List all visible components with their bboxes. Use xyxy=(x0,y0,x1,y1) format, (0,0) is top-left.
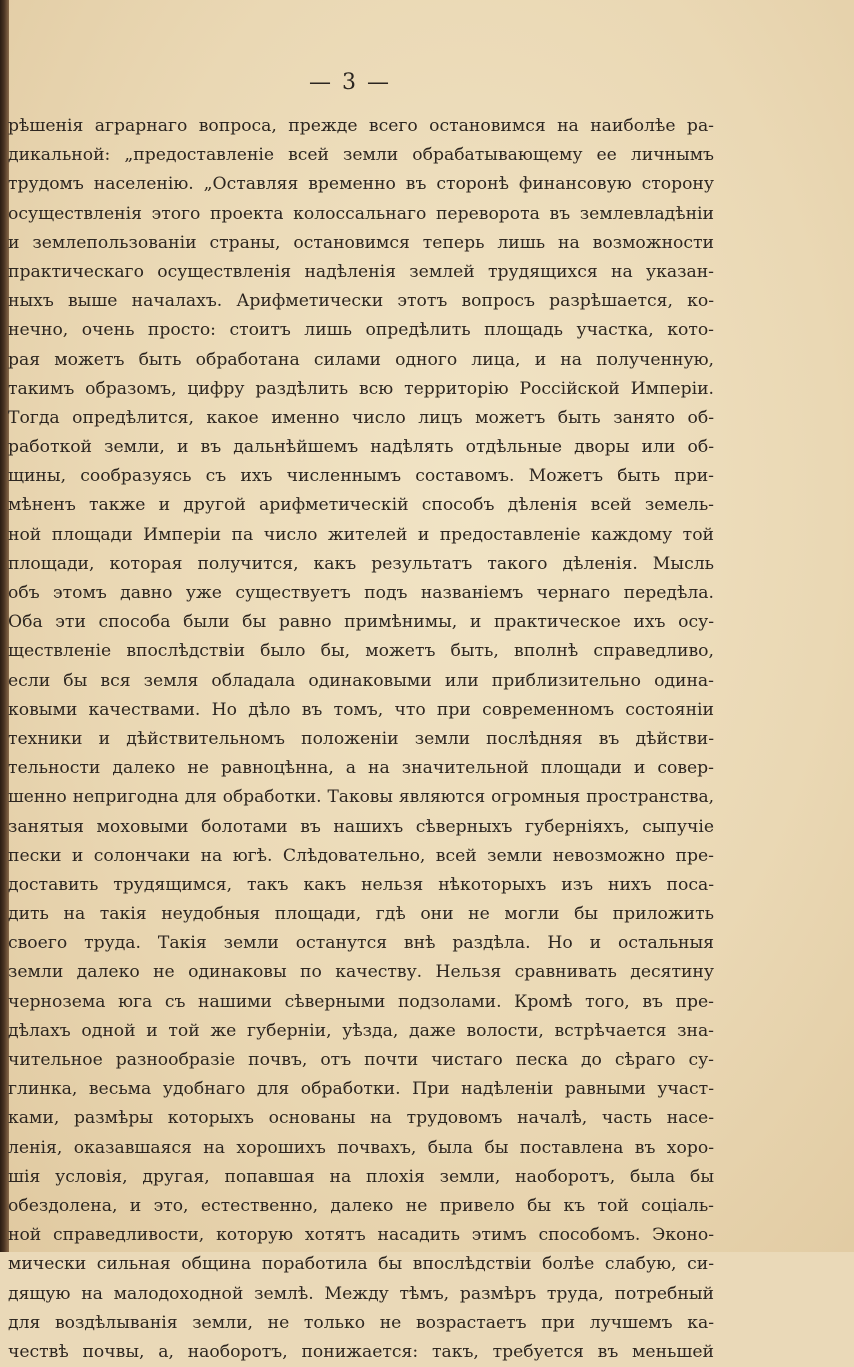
text-line: и землепользованіи страны, остановимся теперь лишь на возможности xyxy=(8,232,714,253)
text-line: техники и дѣйствительномъ положеніи земли послѣдняя въ дѣйстви- xyxy=(8,728,714,749)
text-line: ныхъ выше началахъ. Арифметически этотъ вопросъ разрѣшается, ко- xyxy=(8,291,714,312)
text-line: ками, размѣры которыхъ основаны на трудовомъ началѣ, часть насе- xyxy=(8,1108,714,1129)
text-line: ной площади Имперіи па число жителей и предоставленіе каждому той xyxy=(8,524,714,545)
text-line: трудомъ населенію. „Оставляя временно въ сторонѣ финансовую сторону xyxy=(8,174,714,195)
text-line: чительное разнообразіе почвъ, отъ почти чистаго песка до сѣраго су- xyxy=(8,1050,714,1070)
text-line: ленія, оказавшаяся на хорошихъ почвахъ, была бы поставлена въ хоро- xyxy=(8,1137,714,1158)
text-line: мѣненъ также и другой арифметическій способъ дѣленія всей земель- xyxy=(8,495,714,516)
text-line: дить на такія неудобныя площади, гдѣ они не могли бы приложить xyxy=(8,904,714,925)
text-line: шія условія, другая, попавшая на плохія земли, наоборотъ, была бы xyxy=(8,1166,714,1187)
text-line: дѣлахъ одной и той же губерніи, уѣзда, даже волости, встрѣчается зна- xyxy=(8,1020,714,1041)
text-line: ной справедливости, которую хотятъ насадить этимъ способомъ. Эконо- xyxy=(8,1225,714,1246)
text-line: практическаго осуществленія надѣленія землей трудящихся на указан- xyxy=(8,261,714,282)
text-line: занятыя моховыми болотами въ нашихъ сѣверныхъ губерніяхъ, сыпучіе xyxy=(8,816,714,837)
text-line: тельности далеко не равноцѣнна, а на значительной площади и совер- xyxy=(8,758,714,779)
text-line: мически сильная община поработила бы впослѣдствіи болѣе слабую, си- xyxy=(8,1254,714,1275)
text-line: Тогда опредѣлится, какое именно число лицъ можетъ быть занято об- xyxy=(8,407,714,428)
text-line: работкой земли, и въ дальнѣйшемъ надѣлять отдѣльные дворы или об- xyxy=(8,437,714,458)
body-text xyxy=(8,112,714,1367)
text-line: Оба эти способа были бы равно примѣнимы, и практическое ихъ осу- xyxy=(8,612,714,633)
text-line: щины, сообразуясь съ ихъ численнымъ составомъ. Можетъ быть при- xyxy=(8,466,714,487)
text-line: ковыми качествами. Но дѣло въ томъ, что при современномъ состояніи xyxy=(8,699,714,720)
text-line: ществленіе впослѣдствіи было бы, можетъ быть, вполнѣ справедливо, xyxy=(8,641,714,662)
text-line: рая можетъ быть обработана силами одного лица, и на полученную, xyxy=(8,349,714,370)
text-line: пески и солончаки на югѣ. Слѣдовательно, всей земли невозможно пре- xyxy=(8,845,714,866)
text-line: такимъ образомъ, цифру раздѣлить всю территорію Россійской Имперіи. xyxy=(8,378,714,399)
text-line: обездолена, и это, естественно, далеко не привело бы къ той соціаль- xyxy=(8,1195,714,1216)
text-line: земли далеко не одинаковы по качеству. Нельзя сравнивать десятину xyxy=(8,962,714,983)
text-line: своего труда. Такія земли останутся внѣ раздѣла. Но и остальныя xyxy=(8,933,714,954)
text-line: чествѣ почвы, а, наоборотъ, понижается: такъ, требуется въ меньшей xyxy=(8,1341,714,1362)
page-number: — 3 — xyxy=(309,70,391,95)
text-line: нечно, очень просто: стоитъ лишь опредѣлить площадь участка, кото- xyxy=(8,320,714,341)
text-line: площади, которая получится, какъ результатъ такого дѣленія. Мысль xyxy=(8,553,714,574)
text-line: если бы вся земля обладала одинаковыми или приблизительно одина- xyxy=(8,670,714,691)
text-line: дикальной: „предоставленіе всей земли обрабатывающему ее личнымъ xyxy=(8,145,714,166)
text-line: осуществленія этого проекта колоссальнаго переворота въ землевладѣніи xyxy=(8,203,714,224)
text-line: объ этомъ давно уже существуетъ подъ названіемъ чернаго передѣла. xyxy=(8,583,714,603)
text-line: доставить трудящимся, такъ какъ нельзя нѣкоторыхъ изъ нихъ поса- xyxy=(8,874,714,895)
text-line: дящую на малодоходной землѣ. Между тѣмъ, размѣръ труда, потребный xyxy=(8,1283,714,1304)
text-line: рѣшенія аграрнаго вопроса, прежде всего остановимся на наиболѣе ра- xyxy=(8,116,714,136)
text-line: чернозема юга съ нашими сѣверными подзолами. Кромѣ того, въ пре- xyxy=(8,991,714,1012)
text-line: глинка, весьма удобнаго для обработки. При надѣленіи равными участ- xyxy=(8,1079,714,1100)
text-line: шенно непригодна для обработки. Таковы являются огромныя пространства, xyxy=(8,787,714,808)
text-line: для воздѣлыванія земли, не только не возрастаетъ при лучшемъ ка- xyxy=(8,1312,714,1333)
